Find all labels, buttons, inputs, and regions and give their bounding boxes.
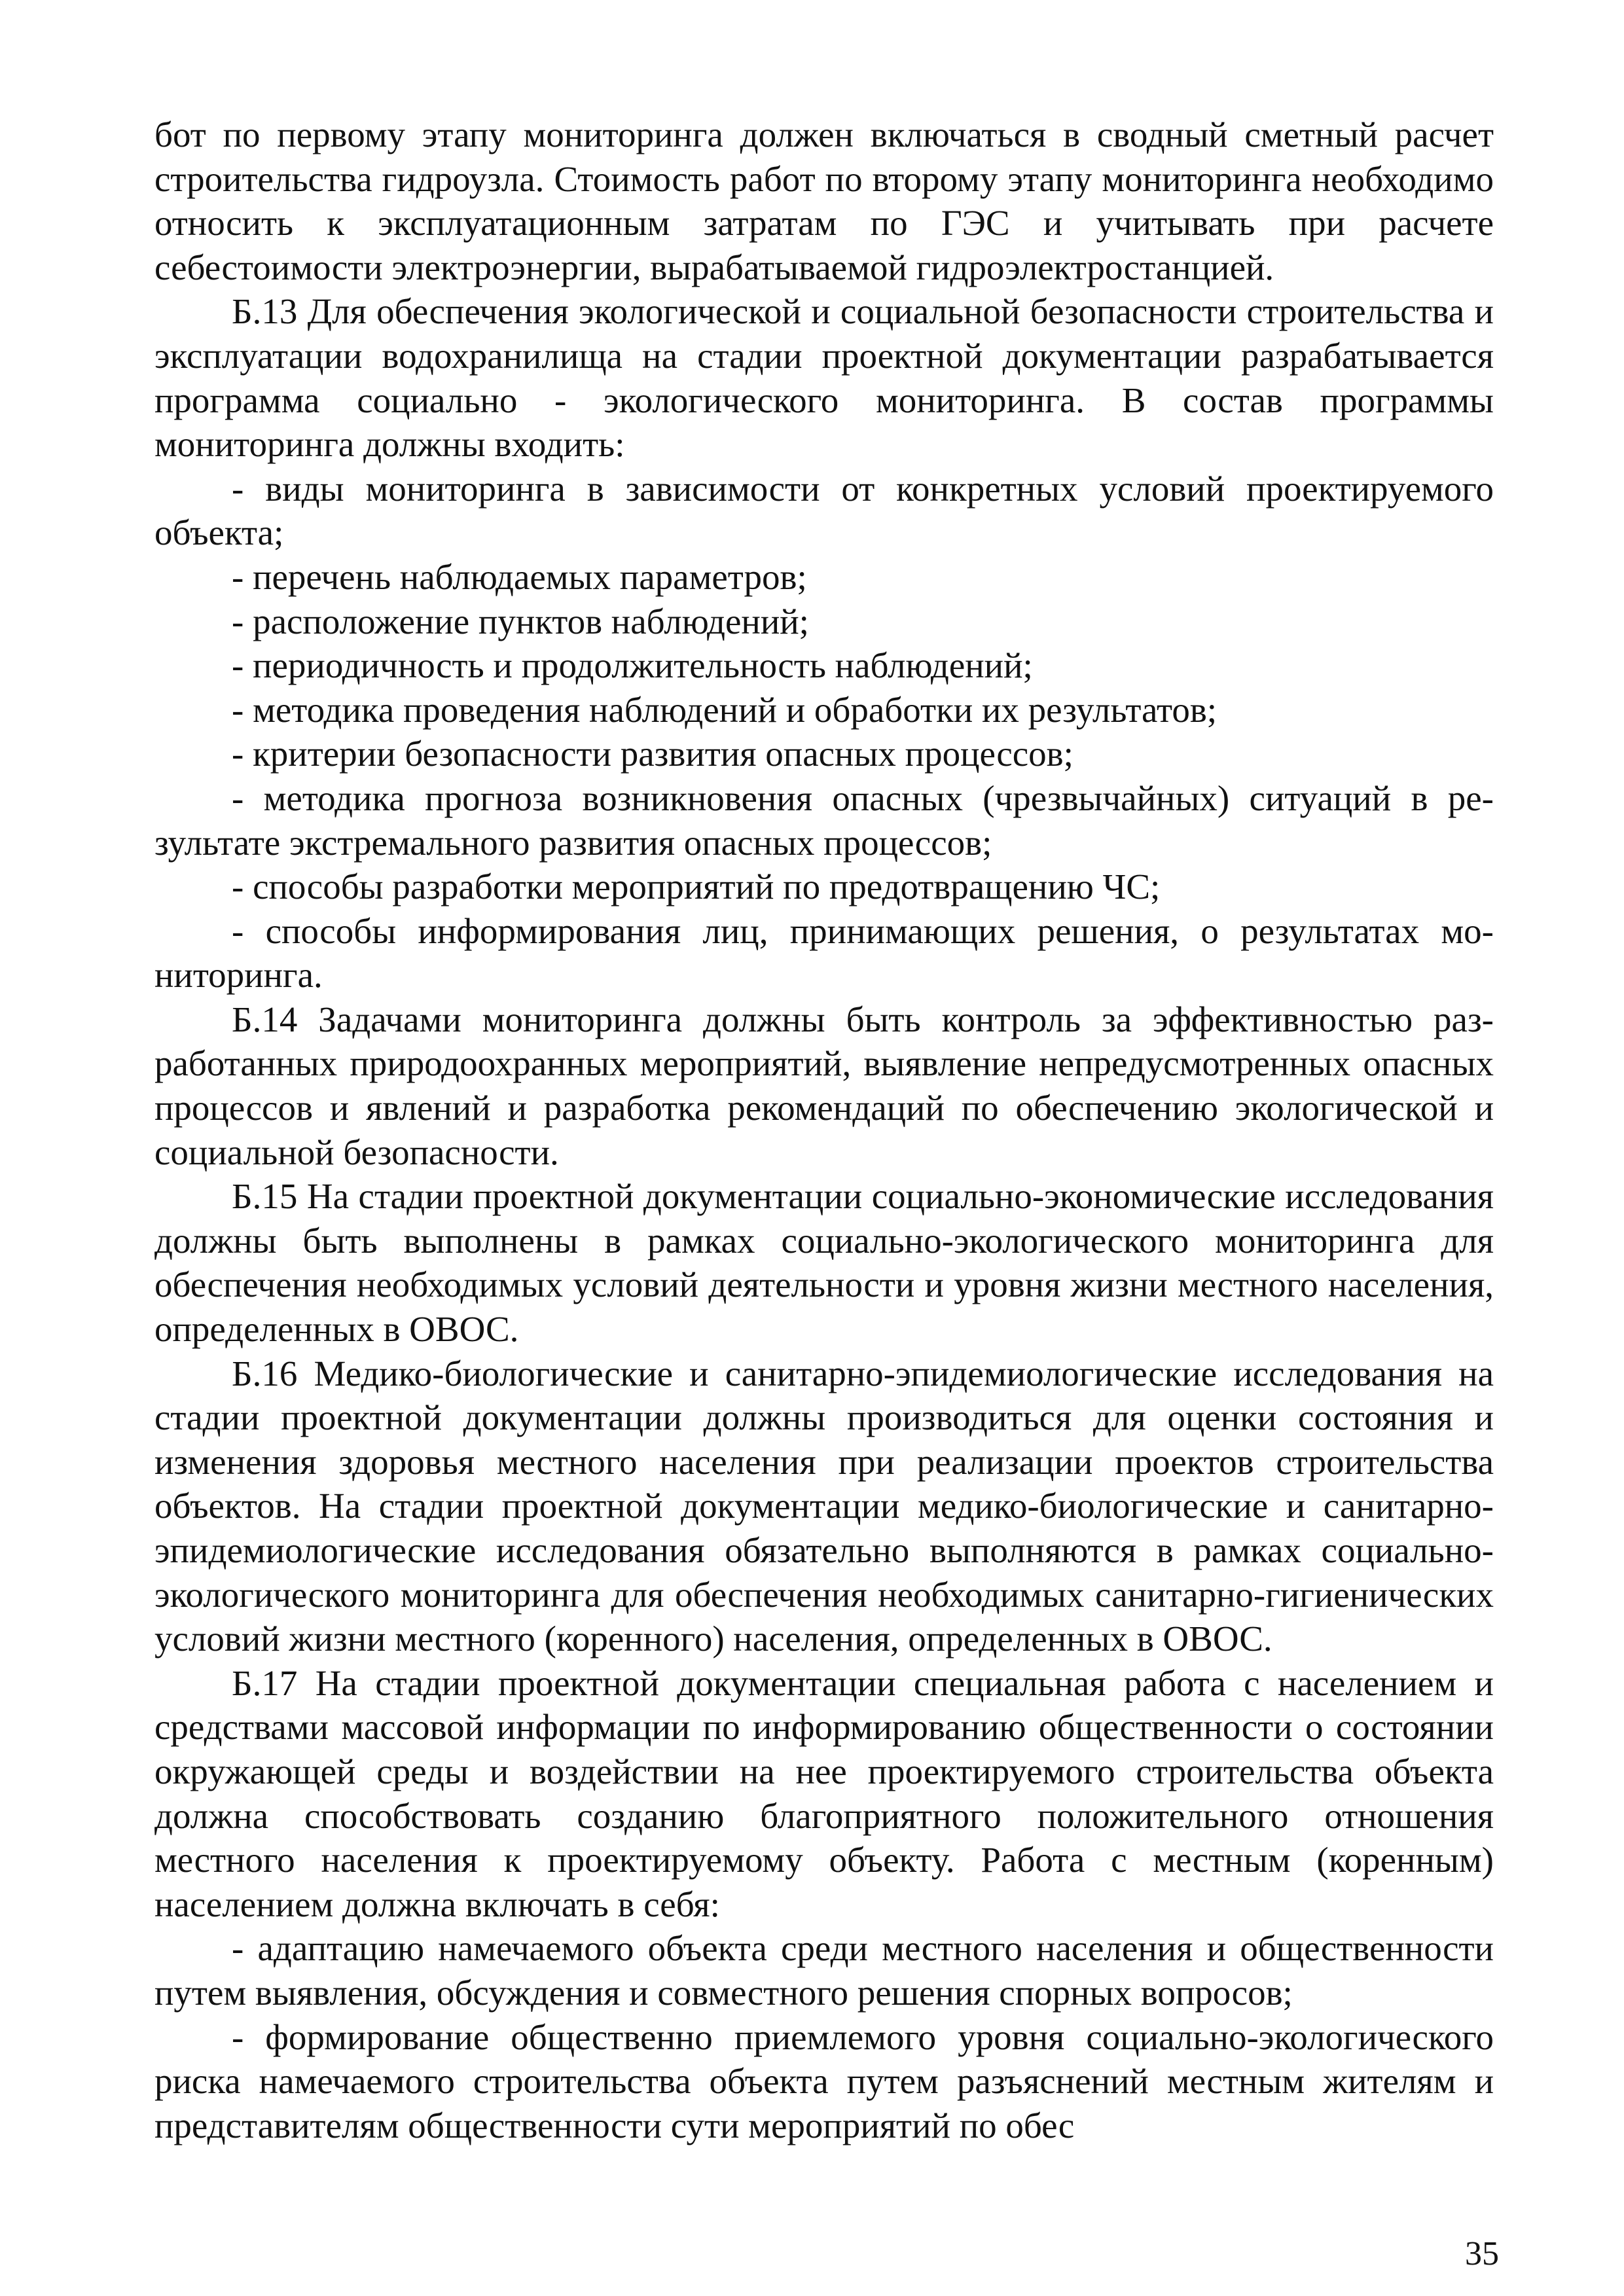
paragraph-b14: Б.14 Задачами мониторинга должны быть контроль за эффективностью разработанных природоохранных мероприятий, выявление непредусмотренных опасных процессов и явлений и разработка рекомендаций по обеспечению экологической и социальной безопасности. xyxy=(154,999,1494,1172)
list-item: - методика проведения наблюдений и обработки их результатов; xyxy=(232,689,1218,730)
paragraph-b15: Б.15 На стадии проектной документации социально-экономические исследования должны быть выполнены в рамках социально-экологического мониторинга для обеспечения необходимых условий деятельности и уровня жизни местного населения, определенных в ОВОС. xyxy=(154,1176,1494,1350)
paragraph-b17: Б.17 На стадии проектной документации специальная работа с населением и средствами массовой информации по информированию общественности о состоянии окружающей среды и воздействии на нее проектируемого строительства объекта должна способствовать созданию благоприятного положительного отношения местного населения к проектируемому объекту. Работа с местным (коренным) населением должна включать в себя: xyxy=(154,1662,1494,1924)
list-item: - способы информирования лиц, принимающих решения, о результатах мониторинга. xyxy=(154,910,1494,996)
page-number: 35 xyxy=(1465,2235,1499,2272)
list-item: - методика прогноза возникновения опасных (чрезвычайных) ситуаций в результате экстремального развития опасных процессов; xyxy=(154,778,1494,863)
document-body xyxy=(154,113,1494,2147)
list-item: - периодичность и продолжительность наблюдений; xyxy=(232,645,1033,686)
list-item: - способы разработки мероприятий по предотвращению ЧС; xyxy=(232,867,1161,907)
paragraph-continuation: бот по первому этапу мониторинга должен включаться в сводный сметный расчет строительства гидроузла. Стоимость работ по второму этапу мониторинга необходимо относить к эксплуатационным затратам по ГЭС и учитывать при расчете себестоимости электроэнергии, вырабатываемой гидроэлектростанцией. xyxy=(154,115,1494,287)
paragraph-b13: Б.13 Для обеспечения экологической и социальной безопасности строительства и эксплуатации водохранилища на стадии проектной документации разрабатывается программа социально - экологического мониторинга. В состав программы мониторинга должны входить: xyxy=(154,291,1494,465)
paragraph-b16: Б.16 Медико-биологические и санитарно-эпидемиологические исследования на стадии проектной документации должны производиться для оценки состояния и изменения здоровья местного населения при реализации проектов строительства объектов. На стадии проектной документации медико-биологические и санитарно-эпидемиологические исследования обязательно выполняются в рамках социально-экологического мониторинга для обеспечения необходимых санитарно-гигиенических условий жизни местного (коренного) населения, определенных в ОВОС. xyxy=(154,1353,1494,1659)
list-item: - перечень наблюдаемых параметров; xyxy=(232,556,807,597)
list-item: - критерии безопасности развития опасных процессов; xyxy=(232,734,1074,774)
list-item: - адаптацию намечаемого объекта среди местного населения и общественности путем выявления, обсуждения и совместного решения спорных вопросов; xyxy=(154,1928,1494,2013)
list-item: - виды мониторинга в зависимости от конкретных условий проектируемого объекта; xyxy=(154,468,1494,553)
list-item: - формирование общественно приемлемого уровня социально-экологического риска намечаемого строительства объекта путем разъяснений местным жителям и представителям общественности сути мероприятий по обес xyxy=(154,2017,1494,2145)
list-item: - расположение пунктов наблюдений; xyxy=(232,601,809,641)
